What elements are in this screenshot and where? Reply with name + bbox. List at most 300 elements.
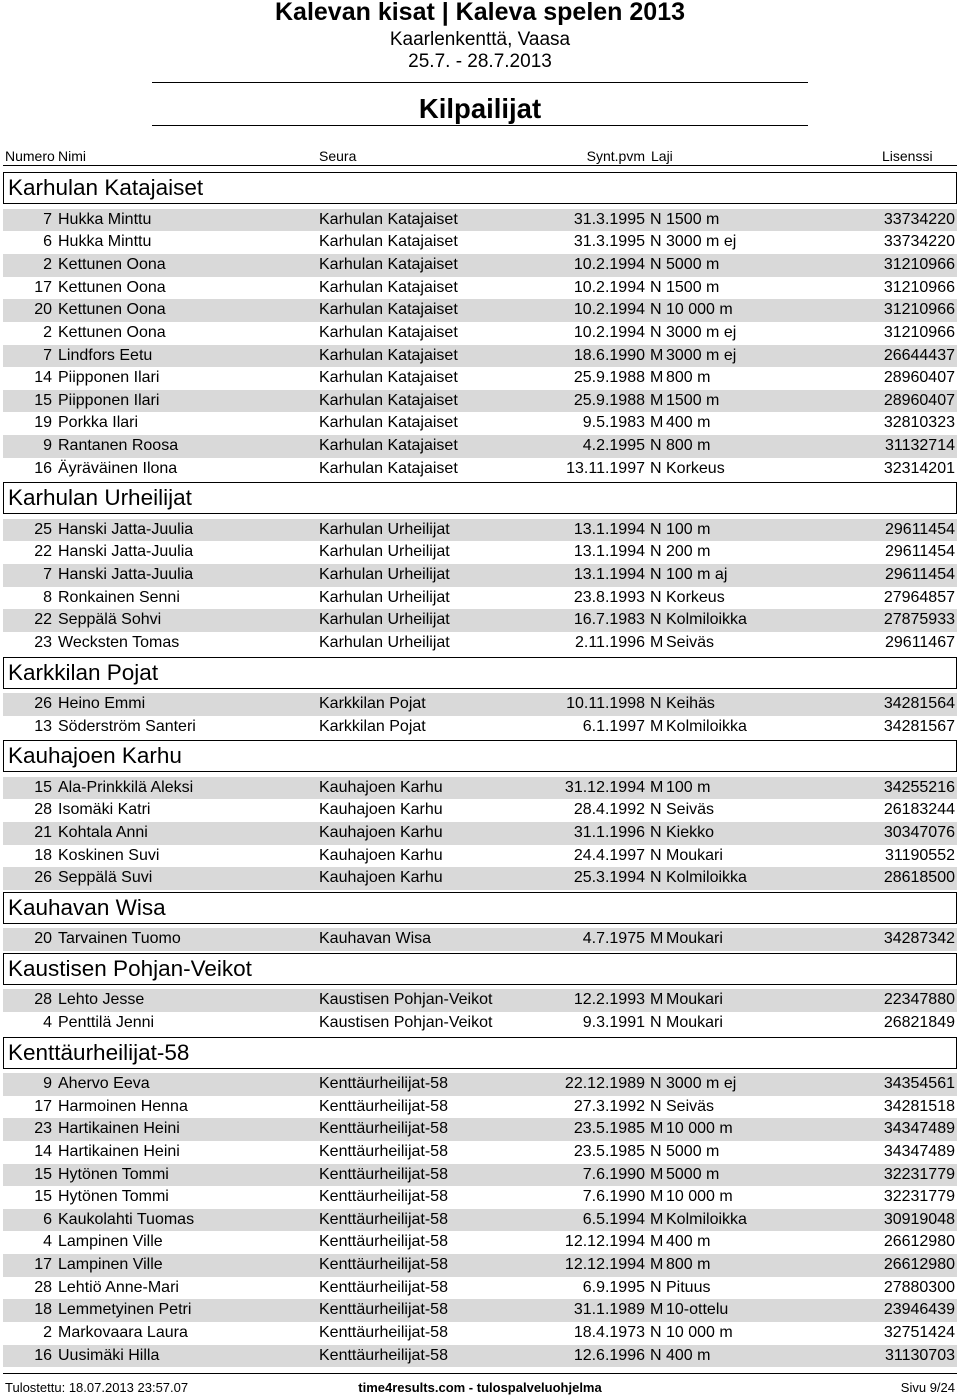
club-group-title-box	[3, 172, 957, 204]
event: Kolmiloikka	[666, 717, 747, 735]
birth-date: 25.9.1988	[573, 391, 645, 409]
license-number: 30919048	[883, 1210, 955, 1228]
event: Pituus	[666, 1278, 711, 1296]
bib-number: 22	[34, 611, 52, 629]
participant-row	[3, 254, 957, 277]
sex: M	[650, 369, 664, 387]
license-number: 30347076	[883, 823, 955, 841]
event: 3000 m ej	[666, 346, 737, 364]
participant-name: Kettunen Oona	[58, 301, 166, 319]
license-number: 29611467	[885, 633, 955, 651]
participant-row	[3, 299, 957, 322]
bib-number: 26	[34, 695, 52, 712]
birth-date: 7.6.1990	[582, 1188, 645, 1206]
event: 5000 m	[666, 1165, 720, 1183]
birth-date: 2.11.1996	[575, 633, 645, 651]
bib-number: 25	[34, 520, 52, 538]
birth-date: 16.7.1983	[573, 611, 645, 629]
birth-date: 4.7.1975	[582, 930, 645, 948]
club-group-header	[3, 951, 957, 989]
participant-name: Piipponen Ilari	[58, 369, 160, 387]
participant-club: Karhulan Katajaiset	[319, 459, 458, 477]
birth-date: 31.1.1996	[573, 823, 645, 841]
participant-name: Penttilä Jenni	[58, 1013, 155, 1031]
participant-club: Karhulan Katajaiset	[319, 233, 458, 251]
participant-club: Karhulan Katajaiset	[319, 346, 458, 364]
sex: M	[650, 930, 664, 948]
event: 10-ottelu	[666, 1301, 729, 1319]
participant-row	[3, 928, 957, 951]
birth-date: 12.2.1993	[573, 991, 645, 1009]
birth-date: 31.3.1995	[573, 233, 645, 251]
event: 200 m	[666, 543, 711, 561]
event: Seiväs	[666, 633, 715, 651]
participant-name: Hanski Jatta-Juulia	[58, 520, 194, 538]
birth-date: 6.1.1997	[582, 717, 645, 735]
participant-row	[3, 209, 957, 232]
bib-number: 19	[34, 414, 52, 432]
license-number: 27880300	[883, 1278, 955, 1296]
event: 800 m	[666, 437, 711, 455]
participant-row	[3, 541, 957, 564]
birth-date: 31.3.1995	[573, 210, 645, 228]
club-group-name: Kauhavan Wisa	[8, 894, 166, 920]
sex: N	[650, 1013, 662, 1031]
bib-number: 28	[34, 1278, 52, 1296]
column-header-name: Nimi	[58, 148, 86, 164]
license-number: 26612980	[883, 1256, 955, 1274]
participant-name: Ala-Prinkkilä Aleksi	[58, 778, 194, 796]
participant-club: Karhulan Urheilijat	[319, 566, 450, 584]
event: 100 m	[666, 520, 711, 538]
event: 3000 m ej	[666, 323, 737, 341]
license-number: 28960407	[883, 391, 955, 409]
participant-row	[3, 1073, 957, 1096]
participant-name: Ahervo Eeva	[58, 1074, 150, 1092]
participant-name: Kaukolahti Tuomas	[58, 1210, 195, 1228]
participant-name: Isomäki Katri	[58, 801, 151, 819]
participant-row	[3, 693, 957, 716]
participant-name: Hartikainen Heini	[58, 1142, 180, 1160]
participant-row	[3, 777, 957, 800]
club-group-name: Karkkilan Pojat	[8, 659, 159, 685]
participant-club: Kenttäurheilijat-58	[319, 1120, 448, 1138]
club-group	[3, 170, 957, 480]
event: Moukari	[666, 991, 723, 1009]
license-number: 33734220	[883, 210, 955, 228]
birth-date: 31.1.1989	[573, 1301, 645, 1319]
license-number: 29611454	[885, 543, 955, 561]
sex: N	[650, 301, 662, 319]
participant-row	[3, 390, 957, 413]
event: 5000 m	[666, 1142, 720, 1160]
license-number: 32314201	[883, 459, 955, 477]
bib-number: 2	[43, 255, 52, 273]
participant-name: Söderström Santeri	[58, 717, 196, 735]
participant-club: Kauhajoen Karhu	[319, 823, 443, 841]
license-number: 31210966	[883, 255, 955, 273]
sex: N	[650, 1346, 662, 1364]
event: Korkeus	[666, 459, 725, 477]
participant-name: Ronkainen Senni	[58, 588, 180, 606]
bib-number: 4	[43, 1233, 52, 1251]
event: Moukari	[666, 1013, 723, 1031]
participant-name: Kettunen Oona	[58, 323, 166, 341]
license-number: 34281564	[883, 695, 955, 712]
participant-club: Karhulan Urheilijat	[319, 520, 450, 538]
club-group	[3, 1035, 957, 1368]
event: Kiekko	[666, 823, 715, 841]
participant-row	[3, 1096, 957, 1119]
participant-name: Porkka Ilari	[58, 414, 139, 432]
bib-number: 28	[34, 991, 52, 1009]
participant-row	[3, 1277, 957, 1300]
sex: N	[650, 566, 662, 584]
participant-row	[3, 799, 957, 822]
software-credit: time4results.com - tulospalveluohjelma	[358, 1380, 602, 1395]
participant-row	[3, 1012, 957, 1035]
participant-club: Kauhajoen Karhu	[319, 801, 443, 819]
participant-name: Lindfors Eetu	[58, 346, 153, 364]
participant-club: Karhulan Katajaiset	[319, 437, 458, 455]
participant-club: Kenttäurheilijat-58	[319, 1256, 448, 1274]
participant-club: Kauhajoen Karhu	[319, 846, 443, 864]
participant-name: Tarvainen Tuomo	[58, 930, 181, 948]
participant-name: Kohtala Anni	[58, 823, 148, 841]
participant-row	[3, 1141, 957, 1164]
sex: N	[650, 210, 662, 228]
sex: M	[650, 391, 664, 409]
license-number: 22347880	[883, 991, 955, 1009]
event: Korkeus	[666, 588, 725, 606]
bib-number: 28	[34, 801, 52, 819]
participant-name: Lampinen Ville	[58, 1256, 163, 1274]
event: Keihäs	[666, 695, 715, 712]
participant-row	[3, 587, 957, 610]
participant-club: Kaustisen Pohjan-Veikot	[319, 991, 493, 1009]
column-header-number: Numero	[5, 148, 55, 164]
participant-name: Heino Emmi	[58, 695, 146, 712]
club-group	[3, 480, 957, 654]
sex: N	[650, 869, 662, 887]
club-group-name: Kenttäurheilijat-58	[8, 1039, 190, 1065]
sex: M	[650, 991, 664, 1009]
participant-row	[3, 564, 957, 587]
birth-date: 25.9.1988	[573, 369, 645, 387]
bib-number: 2	[43, 1324, 52, 1342]
birth-date: 13.1.1994	[573, 566, 645, 584]
birth-date: 12.12.1994	[564, 1233, 645, 1251]
column-header-club: Seura	[319, 148, 357, 164]
club-group-header	[3, 1035, 957, 1073]
sex: M	[650, 346, 664, 364]
participant-club: Kenttäurheilijat-58	[319, 1188, 448, 1206]
bib-number: 16	[34, 1346, 52, 1364]
club-group-header	[3, 890, 957, 928]
section-title: Kilpailijat	[418, 93, 542, 124]
participant-row	[3, 412, 957, 435]
license-number: 31190552	[885, 846, 955, 864]
sex: N	[650, 520, 662, 538]
bib-number: 17	[34, 1097, 52, 1115]
participant-row	[3, 989, 957, 1012]
participant-row	[3, 1118, 957, 1141]
event: Kolmiloikka	[666, 1210, 747, 1228]
sex: N	[650, 233, 662, 251]
participant-club: Karkkilan Pojat	[319, 695, 426, 712]
participant-club: Kenttäurheilijat-58	[319, 1097, 448, 1115]
sex: M	[650, 414, 664, 432]
license-number: 34347489	[883, 1142, 955, 1160]
participant-row	[3, 1254, 957, 1277]
participant-club: Kenttäurheilijat-58	[319, 1210, 448, 1228]
club-group-title-box	[3, 482, 957, 514]
participant-row	[3, 231, 957, 254]
page-number: Sivu 9/24	[900, 1380, 955, 1395]
participant-club: Karhulan Katajaiset	[319, 369, 458, 387]
sex: N	[650, 278, 662, 296]
participant-row	[3, 277, 957, 300]
participant-club: Kauhajoen Karhu	[319, 869, 443, 887]
participant-name: Lehto Jesse	[58, 991, 145, 1009]
club-group-name: Kauhajoen Karhu	[8, 743, 182, 769]
license-number: 27875933	[883, 611, 955, 629]
license-number: 34255216	[883, 778, 955, 796]
club-group-title-box	[3, 657, 957, 689]
participant-name: Hartikainen Heini	[58, 1120, 180, 1138]
participant-name: Seppälä Suvi	[58, 869, 153, 887]
participant-club: Karhulan Urheilijat	[319, 633, 450, 651]
footer-divider	[3, 1373, 957, 1374]
bib-number: 20	[34, 301, 52, 319]
bib-number: 13	[34, 717, 52, 735]
club-group-title-box	[3, 953, 957, 985]
license-number: 31210966	[883, 301, 955, 319]
sex: M	[650, 1301, 664, 1319]
bib-number: 9	[43, 1074, 52, 1092]
event: 400 m	[666, 1346, 711, 1364]
participant-club: Karhulan Katajaiset	[319, 255, 458, 273]
sex: N	[650, 1097, 662, 1115]
bib-number: 7	[43, 566, 52, 584]
participant-club: Karhulan Urheilijat	[319, 611, 450, 629]
participant-club: Karkkilan Pojat	[319, 717, 426, 735]
participant-name: Hukka Minttu	[58, 210, 152, 228]
license-number: 31132714	[885, 437, 955, 455]
birth-date: 10.2.1994	[573, 278, 645, 296]
birth-date: 18.6.1990	[573, 346, 645, 364]
participant-row	[3, 519, 957, 542]
participant-row	[3, 609, 957, 632]
bib-number: 26	[34, 869, 52, 887]
participant-club: Kaustisen Pohjan-Veikot	[319, 1013, 493, 1031]
sex: M	[650, 1120, 664, 1138]
birth-date: 12.6.1996	[573, 1346, 645, 1364]
printed-timestamp: Tulostettu: 18.07.2013 23:57.07	[5, 1380, 189, 1395]
birth-date: 10.2.1994	[573, 323, 645, 341]
participant-row	[3, 632, 957, 655]
license-number: 27964857	[883, 588, 955, 606]
participant-row	[3, 345, 957, 368]
bib-number: 21	[34, 823, 52, 841]
club-group-title-box	[3, 1037, 957, 1069]
birth-date: 31.12.1994	[564, 778, 645, 796]
license-number: 26183244	[883, 801, 955, 819]
participant-row	[3, 1209, 957, 1232]
event: Seiväs	[666, 801, 715, 819]
bib-number: 20	[34, 930, 52, 948]
bib-number: 23	[34, 1120, 52, 1138]
sex: N	[650, 611, 662, 629]
bib-number: 6	[43, 1210, 52, 1228]
club-group	[3, 738, 957, 890]
sex: M	[650, 778, 664, 796]
birth-date: 9.5.1983	[582, 414, 645, 432]
participant-club: Karhulan Urheilijat	[319, 588, 450, 606]
sex: M	[650, 1256, 664, 1274]
sex: N	[650, 846, 662, 864]
club-group	[3, 655, 957, 739]
participant-club: Kenttäurheilijat-58	[319, 1278, 448, 1296]
license-number: 28618500	[883, 869, 955, 887]
participant-row	[3, 845, 957, 868]
event-title: Kalevan kisat | Kaleva spelen 2013	[274, 0, 686, 26]
sex: N	[650, 437, 662, 455]
participant-row	[3, 1231, 957, 1254]
participant-club: Kenttäurheilijat-58	[319, 1301, 448, 1319]
participant-row	[3, 1322, 957, 1345]
bib-number: 22	[34, 543, 52, 561]
license-number: 31210966	[883, 278, 955, 296]
participant-list	[3, 170, 957, 1367]
birth-date: 28.4.1992	[573, 801, 645, 819]
event: Kolmiloikka	[666, 869, 747, 887]
event: Seiväs	[666, 1097, 715, 1115]
event: 10 000 m	[666, 1188, 733, 1206]
bib-number: 17	[34, 1256, 52, 1274]
bib-number: 17	[34, 278, 52, 296]
birth-date: 24.4.1997	[573, 846, 645, 864]
club-group-name: Karhulan Katajaiset	[8, 175, 204, 201]
event: Kolmiloikka	[666, 611, 747, 629]
sex: N	[650, 1278, 662, 1296]
birth-date: 23.5.1985	[573, 1142, 645, 1160]
venue: Kaarlenkenttä, Vaasa	[389, 29, 571, 50]
event: 100 m aj	[666, 566, 728, 584]
event: 10 000 m	[666, 1120, 733, 1138]
participant-name: Seppälä Sohvi	[58, 611, 162, 629]
bib-number: 6	[43, 233, 52, 251]
birth-date: 13.1.1994	[573, 543, 645, 561]
license-number: 34281567	[883, 717, 955, 735]
license-number: 32751424	[883, 1324, 955, 1342]
club-group-name: Kaustisen Pohjan-Veikot	[8, 955, 252, 981]
participant-name: Hanski Jatta-Juulia	[58, 566, 194, 584]
birth-date: 23.8.1993	[573, 588, 645, 606]
license-number: 29611454	[885, 566, 955, 584]
bib-number: 9	[43, 437, 52, 455]
bib-number: 16	[34, 459, 52, 477]
sex: N	[650, 695, 662, 712]
bib-number: 15	[34, 778, 52, 796]
bib-number: 7	[43, 346, 52, 364]
bib-number: 7	[43, 210, 52, 228]
participant-club: Kauhajoen Karhu	[319, 778, 443, 796]
bib-number: 8	[43, 588, 52, 606]
event: 400 m	[666, 414, 711, 432]
participant-club: Kenttäurheilijat-58	[319, 1165, 448, 1183]
event: 400 m	[666, 1233, 711, 1251]
birth-date: 25.3.1994	[573, 869, 645, 887]
birth-date: 6.9.1995	[582, 1278, 645, 1296]
participant-club: Karhulan Katajaiset	[319, 414, 458, 432]
birth-date: 9.3.1991	[582, 1013, 645, 1031]
birth-date: 18.4.1973	[573, 1324, 645, 1342]
participant-name: Lemmetyinen Petri	[58, 1301, 192, 1319]
column-header-event: Laji	[651, 148, 673, 164]
sex: M	[650, 1210, 664, 1228]
club-group	[3, 890, 957, 951]
participant-name: Hytönen Tommi	[58, 1165, 169, 1183]
license-number: 34287342	[883, 930, 955, 948]
participant-row	[3, 367, 957, 390]
club-group	[3, 951, 957, 1035]
birth-date: 27.3.1992	[573, 1097, 645, 1115]
bib-number: 23	[34, 633, 52, 651]
birth-date: 10.11.1998	[566, 695, 645, 712]
event: Moukari	[666, 930, 723, 948]
sex: M	[650, 1233, 664, 1251]
column-header-license: Lisenssi	[882, 148, 933, 164]
participant-row	[3, 867, 957, 890]
event: 100 m	[666, 778, 711, 796]
bib-number: 2	[43, 323, 52, 341]
participant-row	[3, 435, 957, 458]
participant-name: Hanski Jatta-Juulia	[58, 543, 194, 561]
birth-date: 10.2.1994	[573, 301, 645, 319]
event: 10 000 m	[666, 1324, 733, 1342]
participant-name: Harmoinen Henna	[58, 1097, 188, 1115]
event: 5000 m	[666, 255, 720, 273]
license-number: 32231779	[883, 1188, 955, 1206]
birth-date: 13.1.1994	[573, 520, 645, 538]
participant-row	[3, 822, 957, 845]
license-number: 33734220	[883, 233, 955, 251]
club-group-title-box	[3, 892, 957, 924]
club-group-name: Karhulan Urheilijat	[8, 485, 192, 511]
birth-date: 6.5.1994	[582, 1210, 645, 1228]
participant-row	[3, 322, 957, 345]
birth-date: 23.5.1985	[573, 1120, 645, 1138]
sex: N	[650, 543, 662, 561]
participant-row	[3, 1299, 957, 1322]
sex: N	[650, 1324, 662, 1342]
participant-club: Kenttäurheilijat-58	[319, 1324, 448, 1342]
license-number: 31130703	[885, 1346, 955, 1364]
event: 3000 m ej	[666, 1074, 737, 1092]
sex: N	[650, 323, 662, 341]
license-number: 29611454	[885, 520, 955, 538]
bib-number: 15	[34, 1188, 52, 1206]
bib-number: 4	[43, 1013, 52, 1031]
license-number: 32231779	[883, 1165, 955, 1183]
sex: M	[650, 1165, 664, 1183]
sex: N	[650, 1142, 662, 1160]
event: 3000 m ej	[666, 233, 737, 251]
participant-club: Kenttäurheilijat-58	[319, 1074, 448, 1092]
sex: M	[650, 633, 664, 651]
participant-name: Koskinen Suvi	[58, 846, 160, 864]
